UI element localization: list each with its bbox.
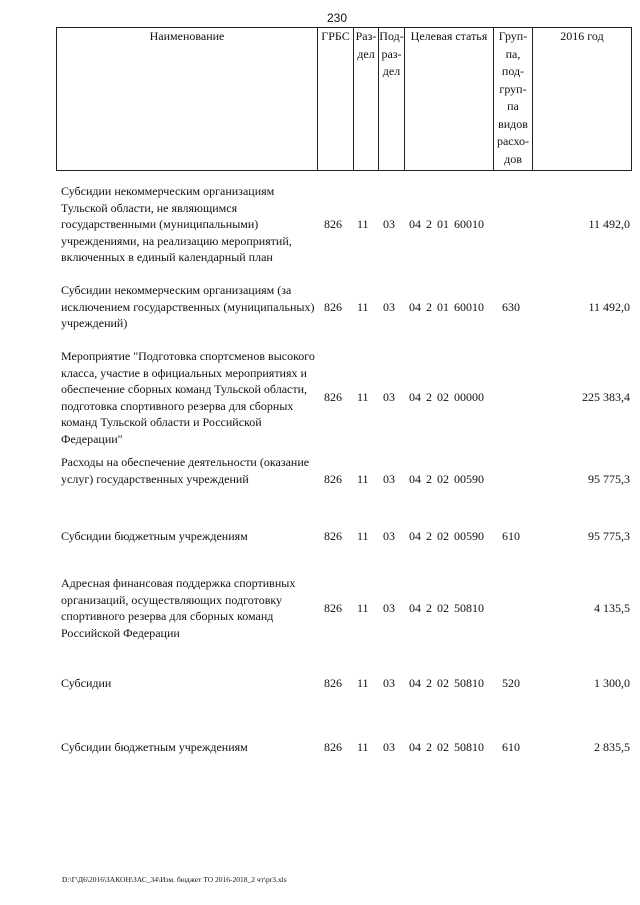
row-name: Субсидии некоммерческим организациям (за исключением государственных (муниципальных) учреждений) bbox=[61, 283, 315, 330]
row-target: 04 2 02 00590 bbox=[409, 472, 484, 486]
table-row bbox=[56, 528, 632, 545]
table-row bbox=[56, 183, 632, 265]
row-grbs: 826 bbox=[324, 676, 342, 690]
row-name: Субсидии bbox=[61, 676, 112, 690]
row-podrazdel: 03 bbox=[383, 217, 395, 231]
row-razdel: 11 bbox=[357, 529, 369, 543]
row-group: 520 bbox=[502, 676, 520, 690]
row-name: Адресная финансовая поддержка спортивных организаций, осуществляющих подготовку спортивного резерва для сборных команд Российской Федерации bbox=[61, 576, 296, 640]
row-razdel: 11 bbox=[357, 740, 369, 754]
row-target: 04 2 02 00590 bbox=[409, 529, 484, 543]
table-row bbox=[56, 348, 632, 447]
header-podrazdel: Под- раз- дел bbox=[379, 28, 405, 170]
row-podrazdel: 03 bbox=[383, 300, 395, 314]
header-razdel: Раз- дел bbox=[354, 28, 379, 170]
row-podrazdel: 03 bbox=[383, 740, 395, 754]
row-target: 04 2 01 60010 bbox=[409, 300, 484, 314]
page-number: 230 bbox=[327, 11, 348, 25]
row-podrazdel: 03 bbox=[383, 390, 395, 404]
row-name: Субсидии некоммерческим организациям Тульской области, не являющимся государственными (муниципальными) учреждениями, на реализацию мероприятий, включенных в единый календарный план bbox=[61, 184, 292, 264]
row-name: Мероприятие "Подготовка спортсменов высокого класса, участие в официальных мероприятиях и обеспечение сборных команд Тульской области, подготовка спортивного резерва для сборных команд Тульской области и Российской Федерации" bbox=[61, 349, 315, 446]
row-grbs: 826 bbox=[324, 529, 342, 543]
row-amount: 95 775,3 bbox=[588, 472, 630, 486]
table-row bbox=[56, 739, 632, 756]
row-target: 04 2 02 50810 bbox=[409, 740, 484, 754]
row-grbs: 826 bbox=[324, 601, 342, 615]
header-grbs: ГРБС bbox=[318, 28, 354, 170]
row-podrazdel: 03 bbox=[383, 601, 395, 615]
row-razdel: 11 bbox=[357, 472, 369, 486]
header-group: Груп- па, под- груп- па видов расхо- дов bbox=[494, 28, 533, 170]
row-grbs: 826 bbox=[324, 472, 342, 486]
row-name: Субсидии бюджетным учреждениям bbox=[61, 740, 248, 754]
row-razdel: 11 bbox=[357, 217, 369, 231]
row-group: 610 bbox=[502, 740, 520, 754]
row-grbs: 826 bbox=[324, 217, 342, 231]
row-group: 630 bbox=[502, 300, 520, 314]
row-amount: 95 775,3 bbox=[588, 529, 630, 543]
row-podrazdel: 03 bbox=[383, 676, 395, 690]
row-name: Субсидии бюджетным учреждениям bbox=[61, 529, 248, 543]
row-amount: 1 300,0 bbox=[594, 676, 630, 690]
row-podrazdel: 03 bbox=[383, 472, 395, 486]
header-year: 2016 год bbox=[560, 29, 604, 43]
footer-file-path: D:\Г\Д6\2016\ЗАКОН\ЗАС_34\Изм. бюджет ТО 2016-2018_2 чт\pr3.xls bbox=[62, 875, 287, 884]
row-razdel: 11 bbox=[357, 601, 369, 615]
row-razdel: 11 bbox=[357, 676, 369, 690]
table-row bbox=[56, 282, 632, 332]
row-target: 04 2 01 60010 bbox=[409, 217, 484, 231]
row-group: 610 bbox=[502, 529, 520, 543]
row-amount: 11 492,0 bbox=[588, 217, 630, 231]
row-amount: 4 135,5 bbox=[594, 601, 630, 615]
row-razdel: 11 bbox=[357, 390, 369, 404]
table-header bbox=[56, 27, 632, 171]
row-target: 04 2 02 00000 bbox=[409, 390, 484, 404]
row-grbs: 826 bbox=[324, 300, 342, 314]
row-amount: 2 835,5 bbox=[594, 740, 630, 754]
row-name: Расходы на обеспечение деятельности (оказание услуг) государственных учреждений bbox=[61, 455, 310, 486]
table-row bbox=[56, 454, 632, 504]
row-amount: 225 383,4 bbox=[582, 390, 630, 404]
row-grbs: 826 bbox=[324, 740, 342, 754]
row-podrazdel: 03 bbox=[383, 529, 395, 543]
row-razdel: 11 bbox=[357, 300, 369, 314]
header-name: Наименование bbox=[57, 28, 318, 170]
header-target: Целевая статья bbox=[405, 28, 494, 170]
row-target: 04 2 02 50810 bbox=[409, 601, 484, 615]
table-row bbox=[56, 575, 632, 641]
row-grbs: 826 bbox=[324, 390, 342, 404]
row-amount: 11 492,0 bbox=[588, 300, 630, 314]
row-target: 04 2 02 50810 bbox=[409, 676, 484, 690]
table-row bbox=[56, 675, 632, 692]
